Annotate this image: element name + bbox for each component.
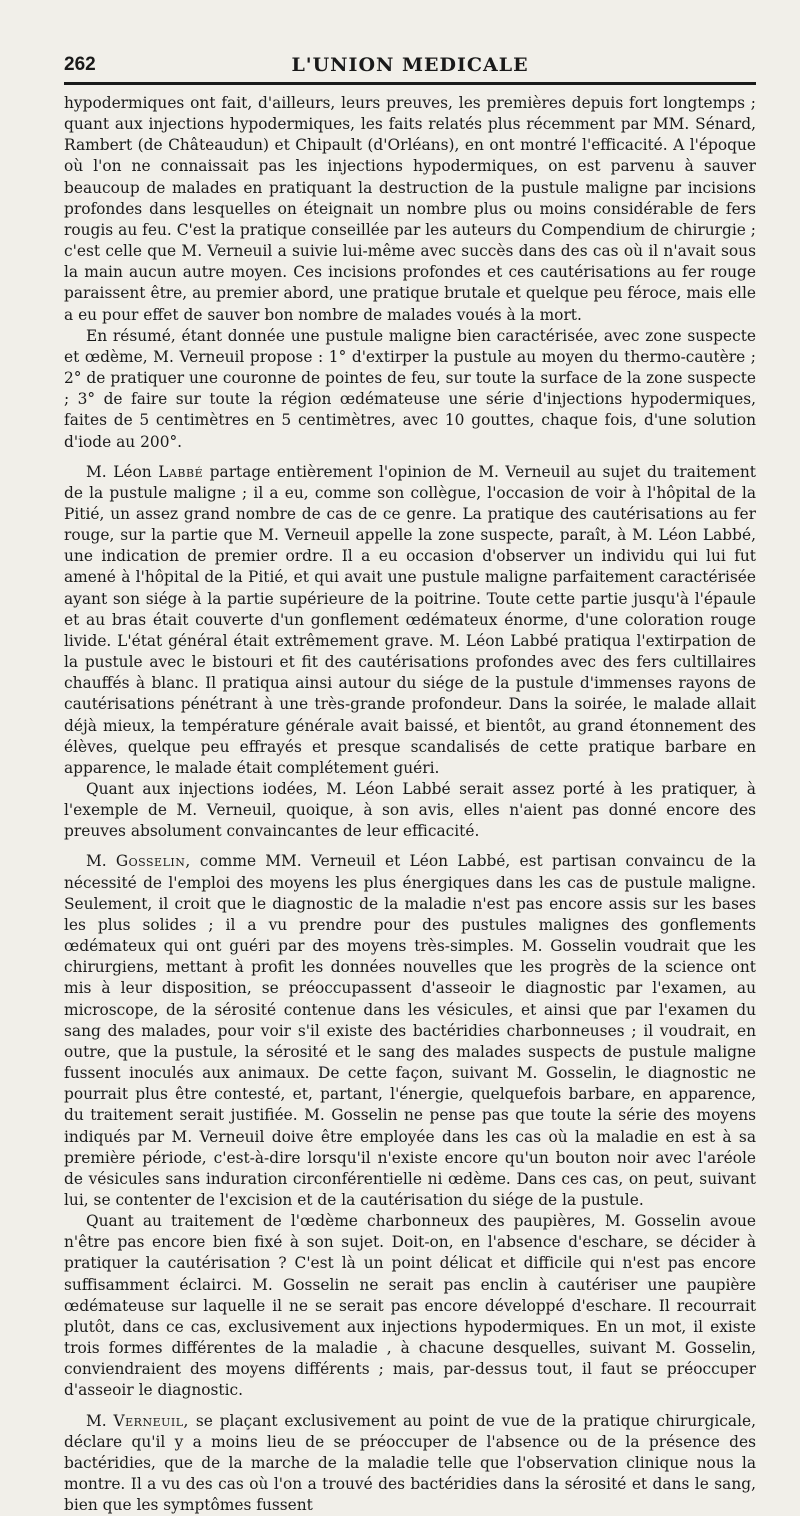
speaker-prefix: M. Léon: [86, 462, 159, 481]
paragraph-1: [64, 93, 756, 326]
header-rule: [64, 82, 756, 85]
paragraph-5: [64, 851, 756, 1211]
article-body: [64, 93, 756, 1516]
paragraph-4: [64, 779, 756, 842]
paragraph-text: Quant aux injections iodées, M. Léon Labbé serait assez porté à les pratiquer, à l'exemple de M. Verneuil, quoique, à son avis, elles n'aient pas donné encore des preuves absolument convaincantes de leur efficacité.: [64, 780, 756, 841]
speaker-prefix: M.: [86, 1411, 114, 1430]
speaker-name: Verneuil,: [113, 1411, 189, 1430]
paragraph-text: comme MM. Verneuil et Léon Labbé, est partisan convaincu de la nécessité de l'emploi des moyens les plus énergiques dans les cas de pustule maligne. Seulement, il croit que le diagnostic de la maladie n'est pas encore assis sur les bases les plus solides ; il a vu prendre pour des pustules malignes des gonflements œdémateux qui ont guéri par des moyens très-simples. M. Gosselin voudrait que les chirurgiens, mettant à profit les données nouvelles que les progrès de la science ont mis à leur disposition, se préoccupassent d'asseoir le diagnostic par l'examen, au microscope, de la sérosité contenue dans les vésicules, et ainsi que par l'examen du sang des malades, pour voir s'il existe des bactéridies charbonneuses ; il voudrait, en outre, que la pustule, la sérosité et le sang des malades suspects de pustule maligne fussent inoculés aux animaux. De cette façon, suivant M. Gosselin, le diagnostic ne pourrait plus être contesté, et, partant, l'énergie, quelquefois barbare, en apparence, du traitement serait justifiée. M. Gosselin ne pense pas que toute la série des moyens indiqués par M. Verneuil doive être employée dans les cas où la maladie en est à sa première période, c'est-à-dire lorsqu'il n'existe encore qu'un bouton noir avec l'aréole de vésicules sans induration circonférentielle ni œdème. Dans ces cas, on peut, suivant lui, se contenter de l'excision et de la cautérisation du siége de la pustule.: [64, 852, 756, 1209]
paragraph-text: En résumé, étant donnée une pustule maligne bien caractérisée, avec zone suspecte et œdème, M. Verneuil propose : 1° d'extirper la pustule au moyen du thermo-cautère ; 2° de pratiquer une couronne de pointes de feu, sur toute la surface de la zone suspecte ; 3° de faire sur toute la région œdémateuse une série d'injections hypodermiques, faites de 5 centimètres en 5 centimètres, avec 10 gouttes, chaque fois, d'une solution d'iode au 200°.: [64, 326, 756, 451]
speaker-prefix: M.: [86, 852, 116, 871]
paragraph-3: [64, 462, 756, 779]
paragraph-text: Quant au traitement de l'œdème charbonneux des paupières, M. Gosselin avoue n'être pas encore bien fixé à son sujet. Doit-on, en l'absence d'eschare, se décider à pratiquer la cautérisation ? C'est là un point délicat et difficile qui n'est pas encore suffisamment éclairci. M. Gosselin ne serait pas enclin à cautériser une paupière œdémateuse sur laquelle il ne se serait pas encore développé d'eschare. Il recourrait plutôt, dans ce cas, exclusivement aux injections hypodermiques. En un mot, il existe trois formes différentes de la maladie , à chacune desquelles, suivant M. Gosselin, conviendraient des moyens différents ; mais, par-dessus tout, il faut se préoccuper d'asseoir le diagnostic.: [64, 1212, 756, 1400]
paragraph-6: [64, 1211, 756, 1401]
paragraph-text: partage entièrement l'opinion de M. Verneuil au sujet du traitement de la pustule maligne ; il a eu, comme son collègue, l'occasion de voir à l'hôpital de la Pitié, un assez grand nombre de cas de ce genre. La pratique des cautérisations au fer rouge, sur la partie que M. Verneuil appelle la zone suspecte, paraît, à M. Léon Labbé, une indication de premier ordre. Il a eu occasion d'observer un individu qui lui fut amené à l'hôpital de la Pitié, et qui avait une pustule maligne parfaitement caractérisée ayant son siége à la partie supérieure de la poitrine. Toute cette partie jusqu'à l'épaule et au bras était couverte d'un gonflement œdémateux énorme, d'une coloration rouge livide. L'état général était extrêmement grave. M. Léon Labbé pratiqua l'extirpation de la pustule avec le bistouri et fit des cautérisations profondes avec des fers cultillaires chauffés à blanc. Il pratiqua ainsi autour du siége de la pustule d'immenses rayons de cautérisations pénétrant à une très-grande profondeur. Dans la soirée, le malade allait déjà mieux, la température générale avait baissé, et bientôt, au grand étonnement des élèves, quelque peu effrayés et presque scandalisés de cette pratique barbare en apparence, le malade était complétement guéri.: [64, 462, 756, 777]
paragraph-7: [64, 1411, 756, 1516]
running-title: L'UNION MEDICALE: [291, 54, 529, 76]
speaker-name: Gosselin,: [115, 852, 191, 871]
paragraph-text: se plaçant exclusivement au point de vue de la pratique chirurgicale, déclare qu'il y a moins lieu de se préoccuper de l'absence ou de la présence des bactéridies, que de la marche de la maladie telle que l'observation clinique nous la montre. Il a vu des cas où l'on a trouvé des bactéridies dans la sérosité et dans le sang, bien que les symptômes fussent: [64, 1411, 756, 1515]
paragraph-text: hypodermiques ont fait, d'ailleurs, leurs preuves, les premières depuis fort longtemps ; quant aux injections hypodermiques, les faits relatés plus récemment par MM. Sénard, Rambert (de Châteaudun) et Chipault (d'Orléans), en ont montré l'efficacité. A l'époque où l'on ne connaissait pas les injections hypodermiques, on est parvenu à sauver beaucoup de malades en pratiquant la destruction de la pustule maligne par incisions profondes dans lesquelles on éteignait un nombre plus ou moins considérable de fers rougis au feu. C'est la pratique conseillée par les auteurs du Compendium de chirurgie ; c'est celle que M. Verneuil a suivie lui-même avec succès dans des cas où il n'avait sous la main aucun autre moyen. Ces incisions profondes et ces cautérisations au fer rouge paraissent être, au premier abord, une pratique brutale et quelque peu féroce, mais elle a eu pour effet de sauver bon nombre de malades voués à la mort.: [64, 94, 756, 324]
paragraph-2: [64, 326, 756, 453]
page-number: 262: [64, 54, 96, 75]
speaker-name: Labbé: [158, 462, 204, 481]
page-header: [64, 48, 756, 78]
